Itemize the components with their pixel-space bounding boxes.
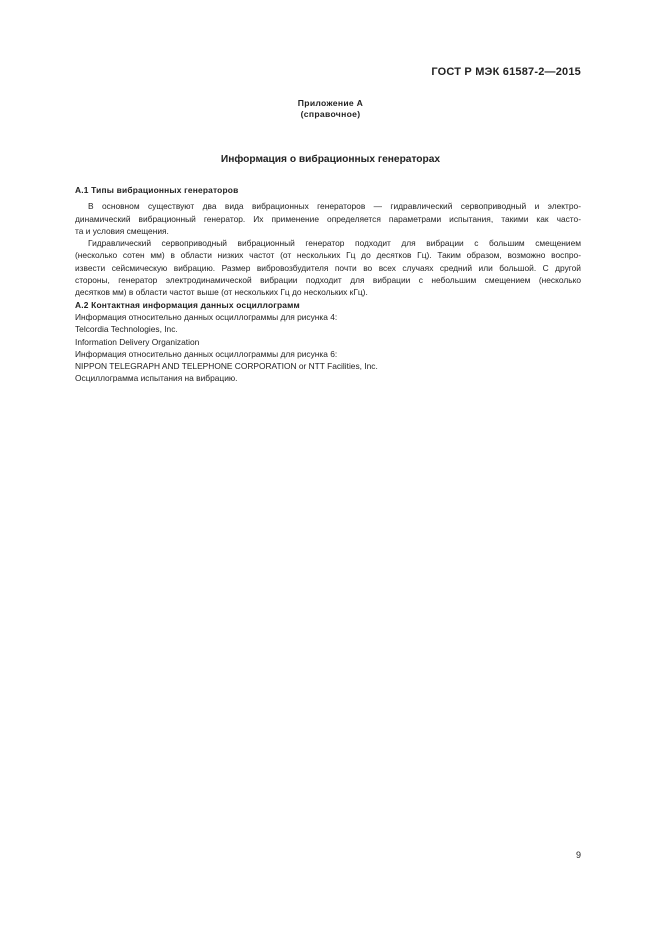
contact-line: Информация относительно данных осциллограммы для рисунка 6: [75,348,338,359]
contact-line: Информация относительно данных осциллограммы для рисунка 4: [75,311,338,322]
paragraph-line: динамический вибрационный генератор. Их применение определяется параметрами испытания, такими как часто- [75,213,581,224]
contact-line: Осциллограмма испытания на вибрацию. [75,373,238,384]
document-title: Информация о вибрационных генераторах [220,154,441,165]
contact-line: Telcordia Technologies, Inc. [75,324,178,335]
standard-code: ГОСТ Р МЭК 61587-2—2015 [431,66,581,78]
appendix-title: Приложение А [297,98,364,108]
contact-line: Information Delivery Organization [75,336,200,347]
paragraph-line: та и условия смещения. [75,225,169,236]
paragraph-line: (несколько сотен мм) в области низких частот (от нескольких Гц до десятков Гц). Таким образом, возможно воспро- [75,250,581,261]
paragraph-line: Гидравлический сервоприводный вибрационный генератор подходит для вибрации с большим смещением [88,238,581,249]
document-body [75,184,581,385]
section-a1-heading: А.1 Типы вибрационных генераторов [75,185,239,195]
section-a1-paragraph-1 [75,200,581,237]
paragraph-line: извести сейсмическую вибрацию. Размер вибровозбудителя почти во всех случаях средний или большой. С другой [75,262,581,273]
appendix-subtitle: (справочное) [300,109,361,119]
contact-line: NIPPON TELEGRAPH AND TELEPHONE CORPORATION or NTT Facilities, Inc. [75,361,378,372]
paragraph-line: десятков мм) в области частот выше (от нескольких Гц до нескольких кГц). [75,287,368,298]
page-number: 9 [575,850,581,860]
paragraph-line: В основном существуют два вида вибрационных генераторов — гидравлический сервоприводный и электро- [88,201,581,212]
section-a2-heading: А.2 Контактная информация данных осциллограмм [75,299,300,310]
paragraph-line: стороны, генератор электродинамической вибрации подходит для вибрации с небольшим смещением (несколько [75,275,581,286]
section-a1-paragraph-2 [75,237,581,298]
